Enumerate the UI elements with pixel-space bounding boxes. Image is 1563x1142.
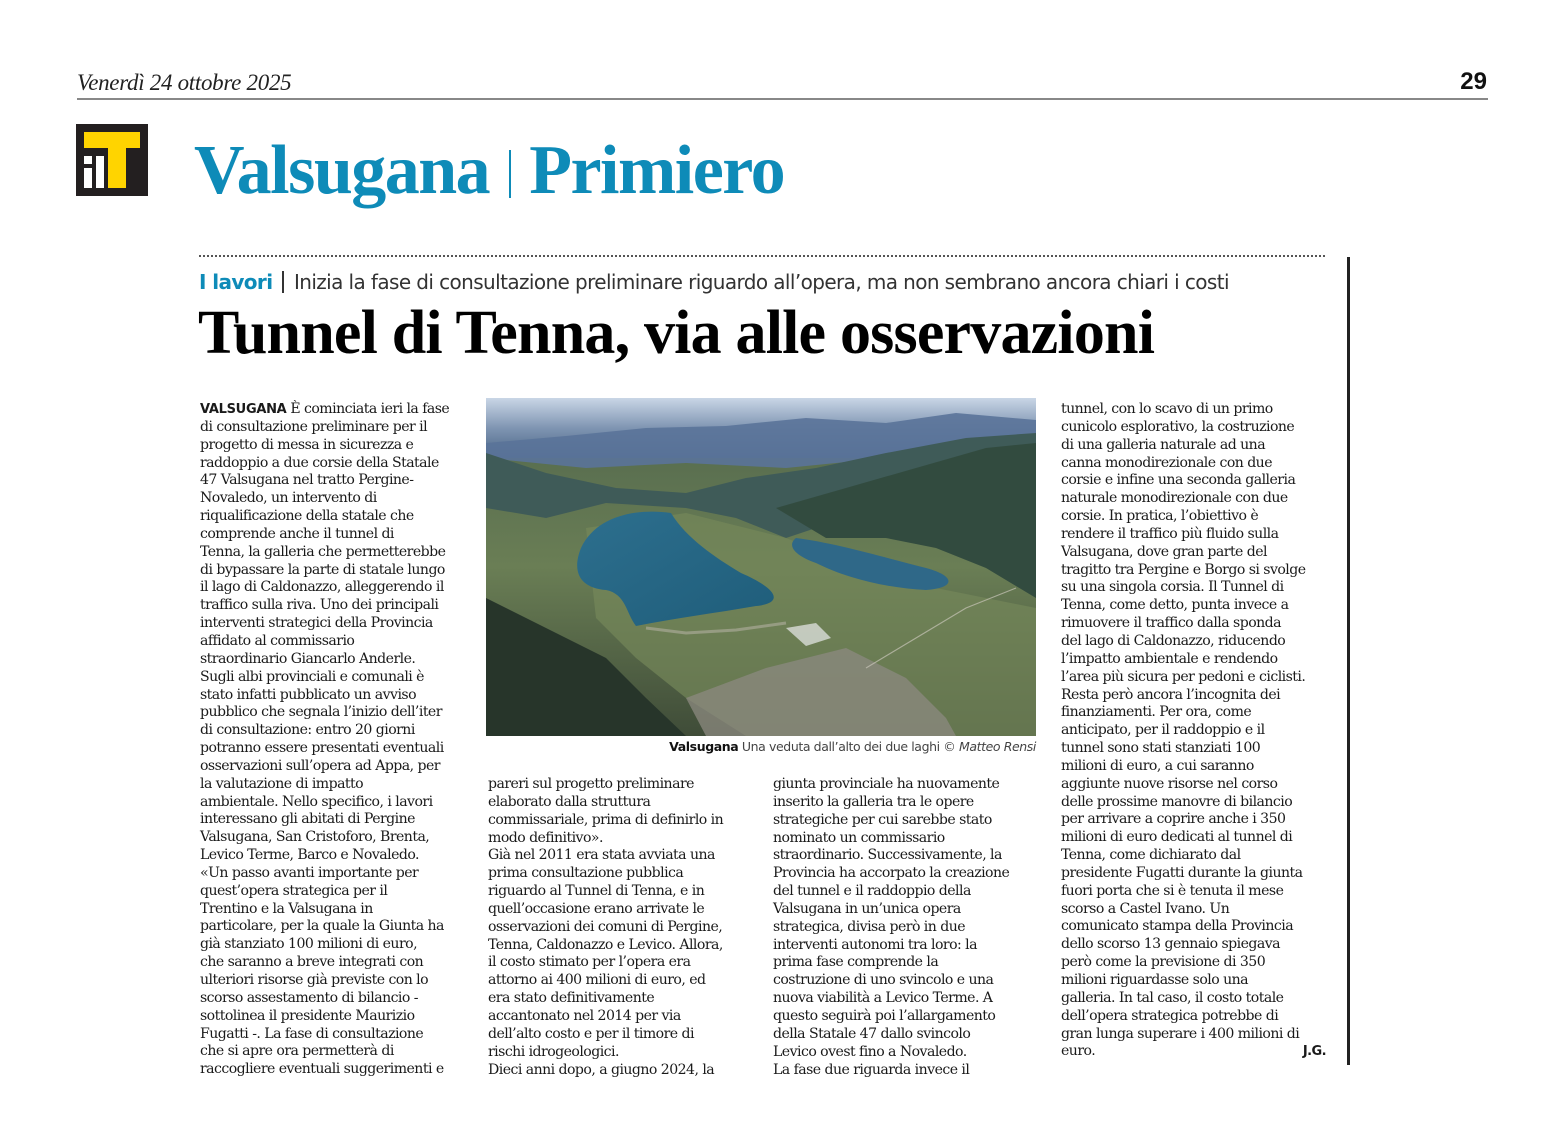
paragraph-line: giunta provinciale ha nuovamente — [773, 776, 1000, 792]
photo-caption — [486, 739, 1036, 754]
paragraph-line: di consultazione: entro 20 giorni — [200, 722, 415, 739]
article-column-1 — [200, 401, 468, 1079]
paragraph-line: potranno essere presentati eventuali — [200, 740, 444, 757]
paragraph-line: comprende anche il tunnel di — [200, 525, 394, 542]
paragraph-line: rischi idrogeologici. — [488, 1043, 619, 1060]
paragraph-line: progetto di messa in sicurezza e — [200, 436, 414, 453]
paragraph-line: accantonato nel 2014 per via — [488, 1007, 681, 1024]
paragraph-line: tunnel sono stati stanziati 100 — [1061, 740, 1261, 757]
article-column-4 — [1061, 401, 1326, 1061]
paragraph-line: di consultazione preliminare per il — [200, 418, 428, 435]
issue-date: Venerdì 24 ottobre 2025 — [77, 70, 292, 95]
section-separator — [509, 150, 511, 198]
paragraph-line: l’area più sicura per pedoni e ciclisti. — [1061, 668, 1306, 685]
paragraph-line: però come la previsione di 350 — [1061, 954, 1266, 971]
paragraph-line: Valsugana in un’unica opera — [773, 900, 961, 917]
paragraph-line: su una singola corsia. Il Tunnel di — [1061, 579, 1284, 596]
paragraph-line: raddoppio a due corsie della Statale — [200, 454, 439, 471]
paragraph-line: Fugatti -. La fase di consultazione — [200, 1025, 424, 1042]
paragraph-line: presidente Fugatti durante la giunta — [1061, 864, 1303, 881]
paragraph-line: osservazioni dei comuni di Pergine, — [488, 918, 723, 935]
paragraph-line: modo definitivo». — [488, 829, 603, 846]
paragraph-line: tunnel, con lo scavo di un primo — [1061, 401, 1273, 417]
paragraph-line: canna monodirezionale con due — [1061, 454, 1273, 471]
paragraph-line: tragitto tra Pergine e Borgo si svolge — [1061, 561, 1306, 578]
kicker-separator — [282, 271, 284, 293]
paragraph-line: di bypassare la parte di statale lungo — [200, 561, 445, 578]
paragraph-line: ulteriori risorse già previste con lo — [200, 972, 429, 988]
paragraph-line: costruzione di uno svincolo e una — [773, 972, 994, 989]
paragraph-line: quest’opera strategica per il — [200, 882, 388, 899]
paragraph-line: strategica, divisa però in due — [773, 918, 966, 935]
paragraph-line: euro. J.G. — [1061, 1043, 1326, 1060]
paragraph-line: Dieci anni dopo, a giugno 2024, la — [488, 1061, 715, 1078]
paragraph-line: prima fase comprende la — [773, 954, 939, 971]
paragraph-line: cunicolo esplorativo, la costruzione — [1061, 418, 1295, 435]
paragraph-line: prima consultazione pubblica — [488, 865, 684, 882]
dotted-divider — [199, 255, 1325, 257]
paragraph-line: elaborato dalla struttura — [488, 793, 651, 810]
newspaper-logo — [76, 124, 148, 196]
paragraph-line: aggiunte nuove risorse nel corso — [1061, 775, 1278, 792]
logo-t-stem — [108, 132, 126, 188]
caption-text: Una veduta dall’alto dei due laghi © — [741, 739, 956, 754]
paragraph-line: strategiche per cui sarebbe stato — [773, 811, 992, 828]
byline: J.G. — [1302, 1044, 1326, 1060]
paragraph-line: attorno ai 400 milioni di euro, ed — [488, 972, 706, 989]
paragraph-line: fuori porta che si è tenuta il mese — [1061, 882, 1284, 899]
paragraph-line: Tenna, come detto, punta invece a — [1061, 597, 1289, 614]
paragraph-line: VALSUGANA È cominciata ieri la fase — [200, 401, 450, 417]
paragraph-line: per arrivare a coprire anche i 350 — [1061, 811, 1286, 828]
paragraph-line: questo seguirà poi l’allargamento — [773, 1007, 996, 1024]
paragraph-line: affidato al commissario — [200, 632, 355, 649]
logo-i-stem — [84, 168, 92, 188]
paragraph-line: il lago di Caldonazzo, alleggerendo il — [200, 579, 444, 596]
paragraph-line: Valsugana, dove gran parte del — [1061, 543, 1267, 560]
kicker-tag: I lavori — [199, 270, 273, 294]
paragraph-line: osservazioni sull’opera ad Appa, per — [200, 757, 440, 774]
paragraph-line: il costo stimato per l’opera era — [488, 954, 691, 971]
article-headline: Tunnel di Tenna, via alle osservazioni — [198, 299, 1155, 367]
dateline: VALSUGANA — [200, 402, 287, 417]
caption-credit: Matteo Rensi — [958, 739, 1036, 754]
page-number: 29 — [1460, 68, 1487, 95]
paragraph-line: la valutazione di impatto — [200, 775, 364, 792]
paragraph-line: comunicato stampa della Provincia — [1061, 918, 1294, 935]
article-column-2 — [488, 776, 758, 1079]
paragraph-line: ambientale. Nello specifico, i lavori — [200, 793, 433, 810]
section-primary: Valsugana — [194, 132, 490, 209]
paragraph-line: dello scorso 13 gennaio spiegava — [1061, 936, 1280, 953]
paragraph-line: della Statale 47 dallo svincolo — [773, 1025, 971, 1042]
paragraph-line: «Un passo avanti importante per — [200, 864, 419, 881]
paragraph-line: galleria. In tal caso, il costo totale — [1061, 989, 1284, 1006]
paragraph-line: riguardo al Tunnel di Tenna, e in — [488, 883, 705, 900]
paragraph-line: interventi autonomi tra loro: la — [773, 936, 977, 953]
paragraph-line: Trentino e la Valsugana in — [200, 900, 373, 917]
paragraph-line: 47 Valsugana nel tratto Pergine- — [200, 472, 414, 489]
paragraph-line: Valsugana, San Cristoforo, Brenta, — [200, 829, 430, 846]
paragraph-line: già stanziato 100 milioni di euro, — [200, 936, 417, 953]
column-rule — [1347, 257, 1350, 1065]
paragraph-line: interessano gli abitati di Pergine — [200, 811, 415, 828]
paragraph-line: nuova viabilità a Levico Terme. A — [773, 990, 993, 1007]
paragraph-line: inserito la galleria tra le opere — [773, 793, 974, 810]
paragraph-line: gran lunga superare i 400 milioni di — [1061, 1025, 1300, 1042]
paragraph-line: dell’opera strategica potrebbe di — [1061, 1007, 1279, 1024]
paragraph-line: riqualificazione della statale che — [200, 508, 414, 525]
paragraph-line: nominato un commissario — [773, 829, 945, 846]
paragraph-line: Tenna, come dichiarato dal — [1061, 847, 1241, 864]
paragraph-line: rimuovere il traffico dalla sponda — [1061, 615, 1281, 632]
paragraph-line: era stato definitivamente — [488, 990, 655, 1007]
paragraph-line: Levico ovest fino a Novaledo. — [773, 1043, 967, 1060]
paragraph-line: particolare, per la quale la Giunta ha — [200, 918, 444, 935]
paragraph-line: rendere il traffico più fluido sulla — [1061, 525, 1279, 542]
paragraph-line: milioni di euro dedicati al tunnel di — [1061, 829, 1293, 846]
paragraph-line: Provincia ha accorpato la creazione — [773, 865, 1010, 882]
caption-location: Valsugana — [669, 739, 739, 754]
paragraph-line: stato infatti pubblicato un avviso — [200, 686, 417, 703]
paragraph-line: anticipato, per il raddoppio e il — [1061, 722, 1265, 739]
paragraph-line: Sugli albi provinciali e comunali è — [200, 668, 424, 685]
paragraph-line: corsie e infine una seconda galleria — [1061, 472, 1296, 489]
section-title — [194, 128, 784, 214]
paragraph-line: quell’occasione erano arrivate le — [488, 900, 705, 917]
paragraph-line: Già nel 2011 era stata avviata una — [488, 847, 715, 864]
paragraph-line: commissariale, prima di definirlo in — [488, 811, 724, 828]
paragraph-line: che saranno a breve integrati con — [200, 954, 424, 971]
paragraph-line: straordinario. Successivamente, la — [773, 847, 1002, 864]
kicker-text: Inizia la fase di consultazione preliminare riguardo all’opera, ma non sembrano ancora chiari i costi — [293, 270, 1229, 294]
paragraph-line: Resta però ancora l’incognita dei — [1061, 686, 1281, 703]
paragraph-line: di una galleria naturale ad una — [1061, 436, 1266, 453]
paragraph-line: dell’alto costo e per il timore di — [488, 1025, 694, 1042]
paragraph-line: Tenna, la galleria che permetterebbe — [200, 543, 446, 560]
logo-i-dot — [84, 156, 92, 164]
paragraph-line: Novaledo, un intervento di — [200, 490, 377, 507]
paragraph-line: La fase due riguarda invece il — [773, 1061, 970, 1078]
paragraph-line: pareri sul progetto preliminare — [488, 776, 694, 792]
article-kicker — [199, 270, 1229, 294]
paragraph-line: Levico Terme, Barco e Novaledo. — [200, 847, 419, 864]
paragraph-line: l’impatto ambientale e rendendo — [1061, 650, 1278, 667]
lake-aerial-photo-icon — [486, 398, 1036, 736]
logo-l-stem — [96, 156, 104, 188]
article-photo — [486, 398, 1036, 736]
paragraph-line: che si apre ora permetterà di — [200, 1043, 394, 1060]
article-column-3 — [773, 776, 1048, 1079]
section-secondary: Primiero — [529, 132, 785, 209]
paragraph-line: scorso a Castel Ivano. Un — [1061, 900, 1230, 917]
paragraph-line: traffico sulla riva. Uno dei principali — [200, 597, 439, 614]
paragraph-line: milioni riguardasse solo una — [1061, 972, 1248, 988]
paragraph-line: raccogliere eventuali suggerimenti e — [200, 1061, 444, 1078]
paragraph-line: finanziamenti. Per ora, come — [1061, 704, 1252, 721]
paragraph-line: Tenna, Caldonazzo e Levico. Allora, — [488, 936, 723, 953]
paragraph-line: delle prossime manovre di bilancio — [1061, 793, 1293, 810]
paragraph-line: corsie. In pratica, l’obiettivo è — [1061, 508, 1259, 525]
paragraph-line: del tunnel e il raddoppio della — [773, 883, 971, 900]
header-divider — [77, 98, 1488, 100]
paragraph-line: milioni di euro, a cui saranno — [1061, 757, 1254, 774]
paragraph-line: sottolinea il presidente Maurizio — [200, 1007, 415, 1024]
paragraph-line: straordinario Giancarlo Anderle. — [200, 650, 416, 667]
paragraph-line: naturale monodirezionale con due — [1061, 490, 1288, 507]
paragraph-line: scorso assestamento di bilancio - — [200, 989, 418, 1006]
paragraph-line: pubblico che segnala l’inizio dell’iter — [200, 704, 442, 721]
paragraph-line: del lago di Caldonazzo, riducendo — [1061, 632, 1286, 649]
paragraph-line: interventi strategici della Provincia — [200, 615, 433, 632]
